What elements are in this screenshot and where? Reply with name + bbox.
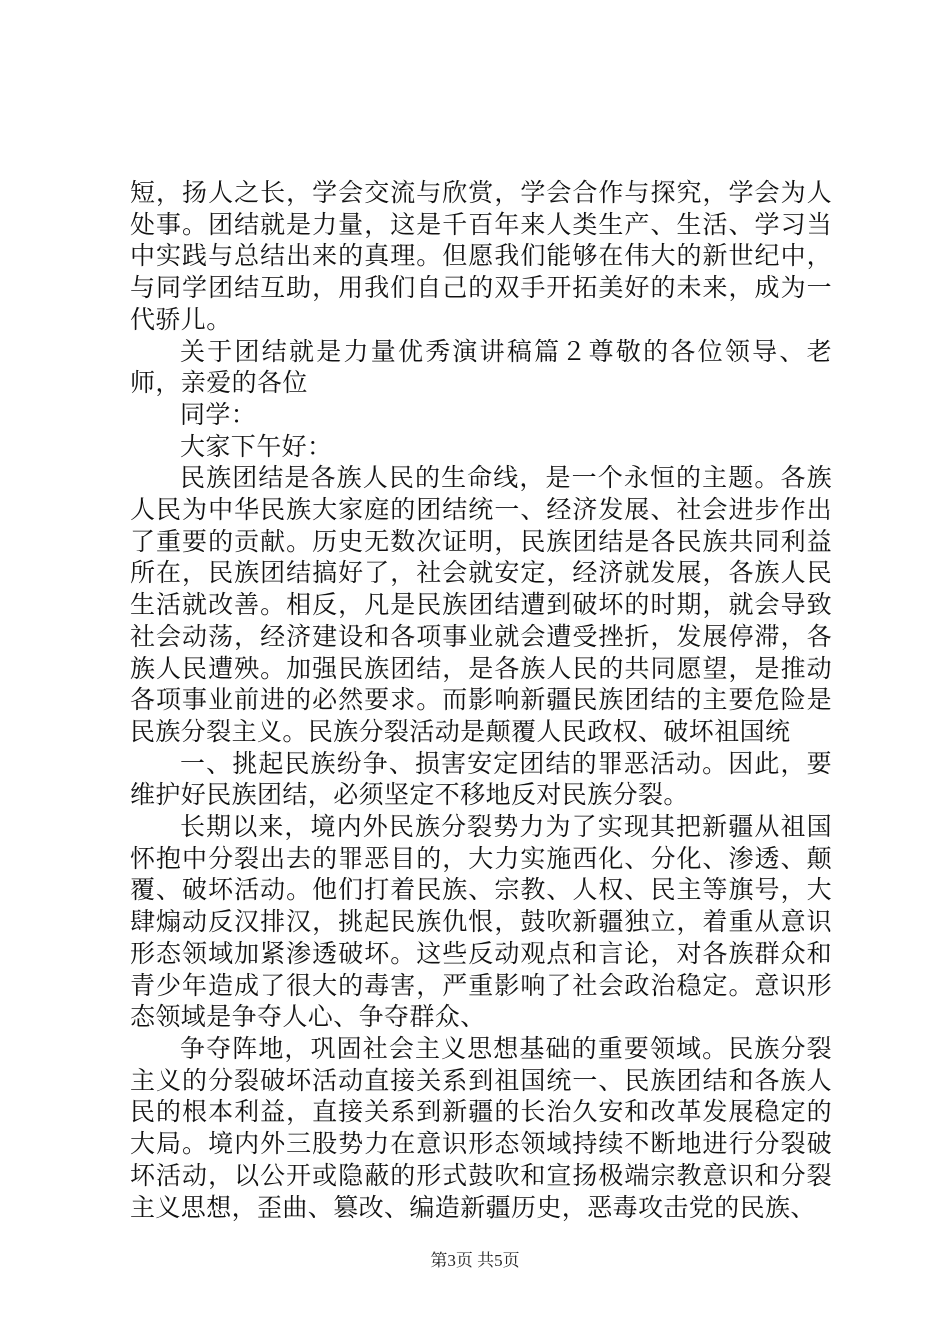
paragraph: 关于团结就是力量优秀演讲稿篇２尊敬的各位领导、老师，亲爱的各位 bbox=[130, 336, 832, 398]
document-body bbox=[130, 177, 832, 1223]
page-footer: 第3页 共5页 bbox=[430, 1251, 520, 1270]
paragraph: 争夺阵地，巩固社会主义思想基础的重要领域。民族分裂主义的分裂破坏活动直接关系到祖国统一、民族团结和各族人民的根本利益，直接关系到新疆的长治久安和改革发展稳定的大局。境内外三股势力在意识形态领域持续不断地进行分裂破坏活动，以公开或隐蔽的形式鼓吹和宣扬极端宗教意识和分裂主义思想，歪曲、篡改、编造新疆历史，恶毒攻击党的民族、 bbox=[130, 1033, 832, 1222]
paragraph: 长期以来，境内外民族分裂势力为了实现其把新疆从祖国怀抱中分裂出去的罪恶目的，大力实施西化、分化、渗透、颠覆、破坏活动。他们打着民族、宗教、人权、民主等旗号，大肆煽动反汉排汉，挑起民族仇恨，鼓吹新疆独立，着重从意识形态领域加紧渗透破坏。这些反动观点和言论，对各族群众和青少年造成了很大的毒害，严重影响了社会政治稳定。意识形态领域是争夺人心、争夺群众、 bbox=[130, 812, 832, 1032]
paragraph: 短，扬人之长，学会交流与欣赏，学会合作与探究，学会为人处事。团结就是力量，这是千百年来人类生产、生活、学习当中实践与总结出来的真理。但愿我们能够在伟大的新世纪中，与同学团结互助，用我们自己的双手开拓美好的未来，成为一代骄儿。 bbox=[130, 178, 832, 334]
paragraph: 民族团结是各族人民的生命线，是一个永恒的主题。各族人民为中华民族大家庭的团结统一、经济发展、社会进步作出了重要的贡献。历史无数次证明，民族团结是各民族共同利益所在，民族团结搞好了，社会就安定，经济就发展，各族人民生活就改善。相反，凡是民族团结遭到破坏的时期，就会导致社会动荡，经济建设和各项事业就会遭受挫折，发展停滞，各族人民遭殃。加强民族团结，是各族人民的共同愿望，是推动各项事业前进的必然要求。而影响新疆民族团结的主要危险是民族分裂主义。民族分裂活动是颠覆人民政权、破坏祖国统 bbox=[130, 463, 832, 746]
paragraph: 大家下午好： bbox=[180, 431, 333, 461]
paragraph: 一、挑起民族纷争、损害安定团结的罪恶活动。因此，要维护好民族团结，必须坚定不移地反对民族分裂。 bbox=[130, 748, 832, 810]
paragraph: 同学： bbox=[180, 399, 257, 429]
